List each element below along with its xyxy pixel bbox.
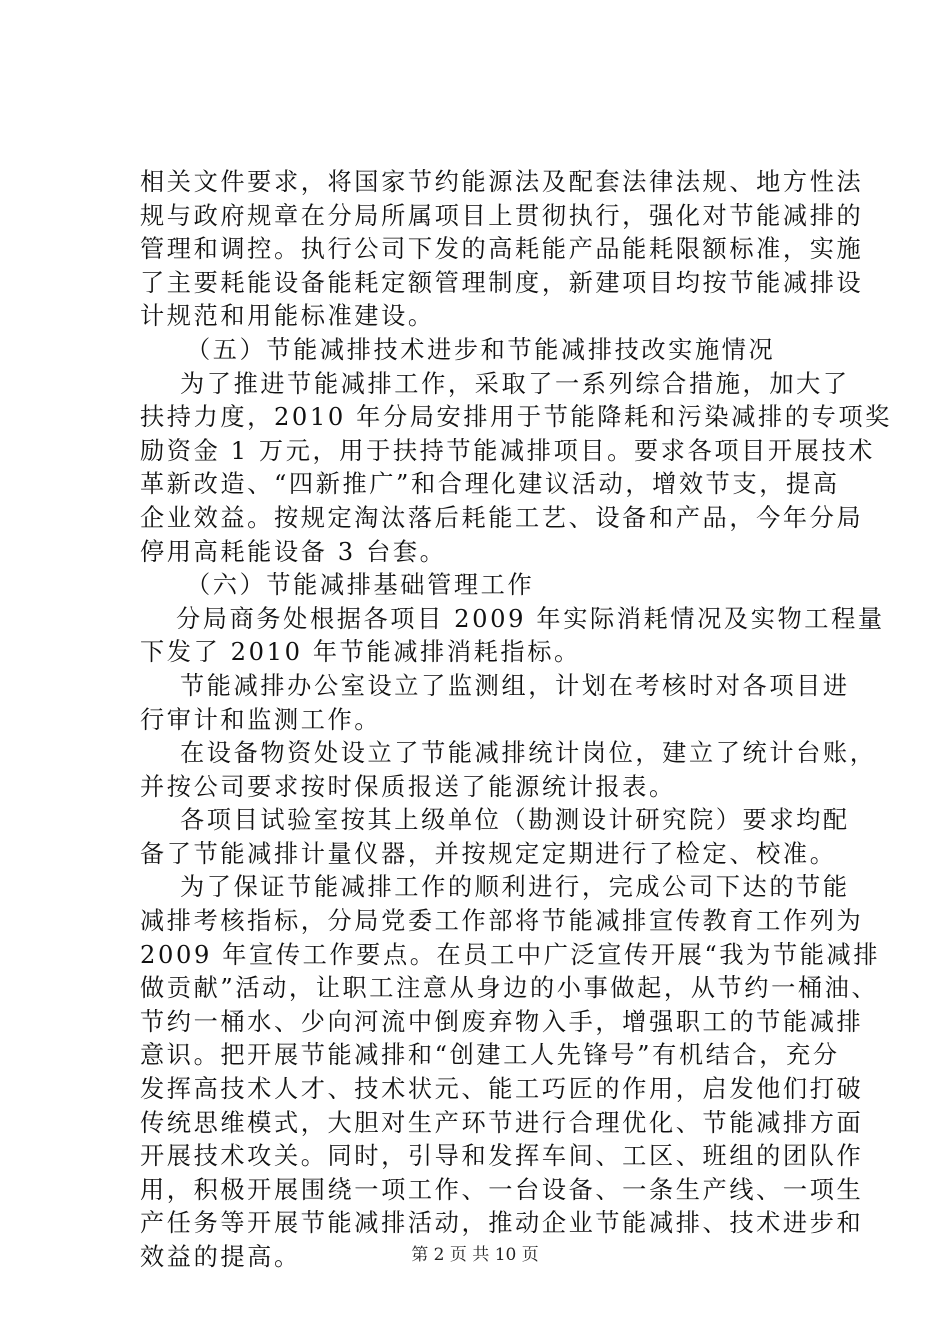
text-line: 并按公司要求按时保质报送了能源统计报表。 (140, 772, 676, 801)
text-line: 规与政府规章在分局所属项目上贯彻执行，强化对节能减排的 (140, 201, 864, 230)
text-line: 相关文件要求，将国家节约能源法及配套法律法规、地方性法 (140, 168, 864, 196)
text-line: 传统思维模式，大胆对生产环节进行合理优化、节能减排方面 (140, 1108, 864, 1137)
text-line: 分局商务处根据各项目 2009 年实际消耗情况及实物工程量 (176, 604, 885, 633)
text-line: 了主要耗能设备能耗定额管理制度，新建项目均按节能减排设 (140, 268, 864, 297)
text-line: 扶持力度，2010 年分局安排用于节能降耗和污染减排的专项奖 (140, 403, 892, 432)
text-line: 为了推进节能减排工作，采取了一系列综合措施，加大了 (180, 369, 850, 398)
text-line: （六）节能减排基础管理工作 (186, 571, 535, 600)
text-line: 2009 年宣传工作要点。在员工中广泛宣传开展“我为节能减排 (140, 940, 881, 969)
text-line: 励资金 1 万元，用于扶持节能减排项目。要求各项目开展技术 (140, 436, 876, 465)
text-line: 行审计和监测工作。 (140, 705, 382, 734)
text-line: 效益的提高。 (140, 1243, 301, 1271)
text-line: （五）节能减排技术进步和节能减排技改实施情况 (186, 335, 776, 364)
text-line: 节约一桶水、少向河流中倒废弃物入手，增强职工的节能减排 (140, 1007, 864, 1036)
text-line: 发挥高技术人才、技术状元、能工巧匠的作用，启发他们打破 (140, 1075, 864, 1104)
text-line: 减排考核指标，分局党委工作部将节能减排宣传教育工作列为 (140, 907, 864, 936)
text-line: 计规范和用能标准建设。 (140, 302, 435, 331)
text-line: 停用高耗能设备 3 台套。 (140, 537, 447, 566)
text-line: 革新改造、“四新推广”和合理化建议活动，增效节支，提高 (140, 470, 840, 499)
text-line: 产任务等开展节能减排活动，推动企业节能减排、技术进步和 (140, 1209, 864, 1238)
text-line: 各项目试验室按其上级单位（勘测设计研究院）要求均配 (180, 806, 850, 835)
text-line: 做贡献”活动，让职工注意从身边的小事做起，从节约一桶油、 (140, 974, 879, 1003)
text-line: 备了节能减排计量仪器，并按规定定期进行了检定、校准。 (140, 839, 837, 868)
text-line: 为了保证节能减排工作的顺利进行，完成公司下达的节能 (180, 873, 850, 902)
text-line: 企业效益。按规定淘汰落后耗能工艺、设备和产品，今年分局 (140, 503, 864, 532)
text-line: 开展技术攻关。同时，引导和发挥车间、工区、班组的团队作 (140, 1142, 864, 1171)
text-line: 用，积极开展围绕一项工作、一台设备、一条生产线、一项生 (140, 1175, 864, 1204)
text-line: 节能减排办公室设立了监测组，计划在考核时对各项目进 (180, 671, 850, 700)
text-line: 下发了 2010 年节能减排消耗指标。 (140, 638, 581, 667)
text-line: 意识。把开展节能减排和“创建工人先锋号”有机结合，充分 (140, 1041, 840, 1070)
text-line: 在设备物资处设立了节能减排统计岗位，建立了统计台账， (180, 739, 877, 768)
page-footer: 第 2 页 共 10 页 (411, 1245, 539, 1265)
document-body (140, 166, 892, 1275)
text-line: 管理和调控。执行公司下发的高耗能产品能耗限额标准，实施 (140, 235, 864, 264)
